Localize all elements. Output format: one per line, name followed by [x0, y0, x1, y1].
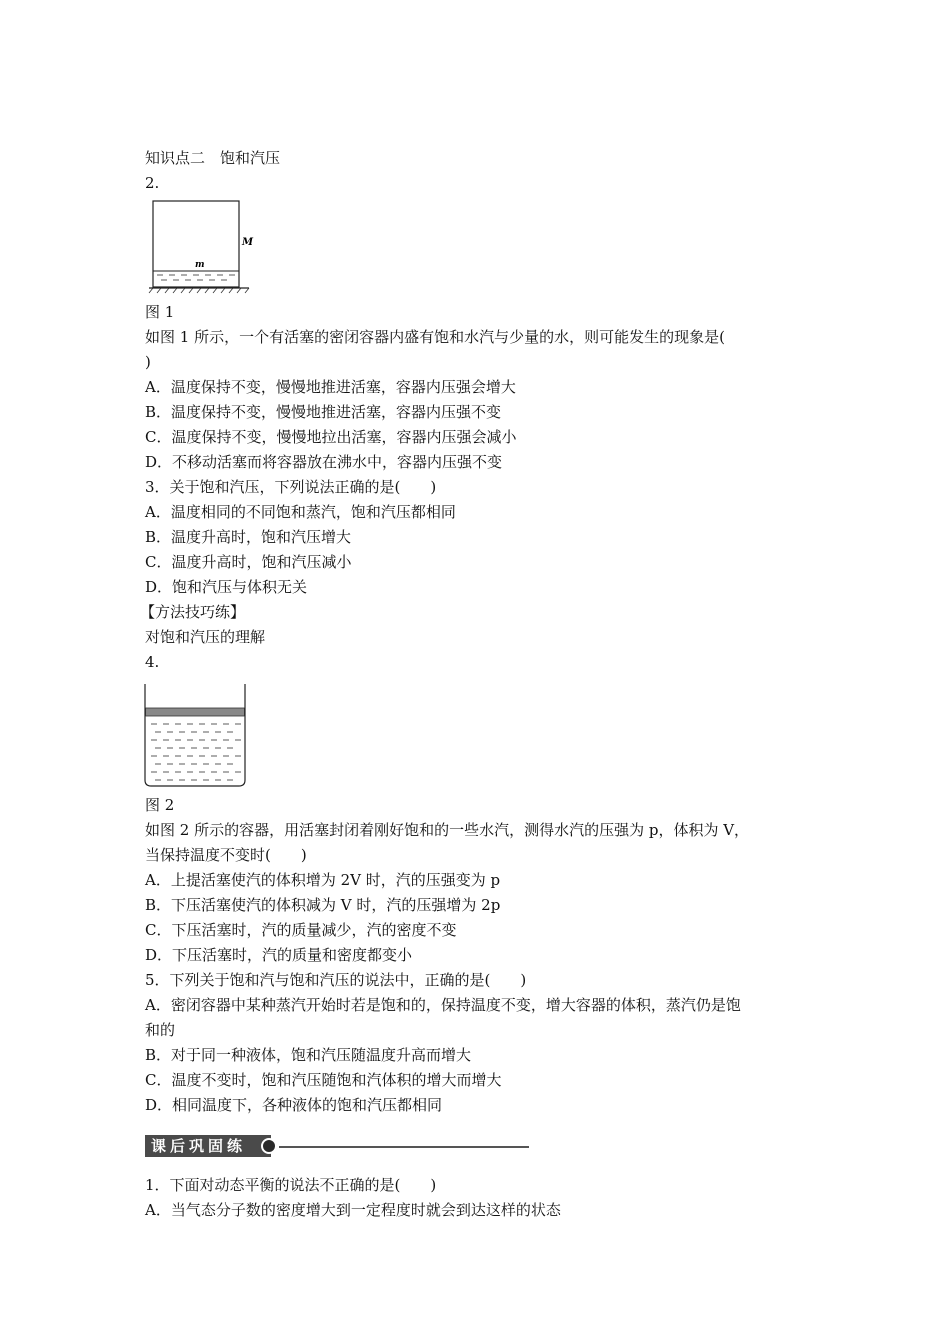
section-banner: [145, 1133, 530, 1159]
question-3-option-a: A．温度相同的不同饱和蒸汽，饱和汽压都相同: [145, 503, 456, 521]
question-5-option-a-cont: 和的: [145, 1021, 176, 1039]
figure-2-caption: 图 2: [145, 796, 175, 814]
question-3-stem: 3．关于饱和汽压，下列说法正确的是( ): [145, 478, 437, 496]
question-3-option-c: C．温度升高时，饱和汽压减小: [145, 553, 352, 571]
figure-1-caption: 图 1: [145, 303, 175, 321]
after-question-1-stem: 1．下面对动态平衡的说法不正确的是( ): [145, 1176, 437, 1194]
figure-1-label-M: M: [242, 237, 254, 248]
question-2-option-c: C．温度保持不变，慢慢地拉出活塞，容器内压强会减小: [145, 428, 517, 446]
question-2-option-d: D．不移动活塞而将容器放在沸水中，容器内压强不变: [145, 453, 503, 471]
question-3-option-b: B．温度升高时，饱和汽压增大: [145, 528, 352, 546]
question-2-option-b: B．温度保持不变，慢慢地推进活塞，容器内压强不变: [145, 403, 502, 421]
question-5-option-b: B．对于同一种液体，饱和汽压随温度升高而增大: [145, 1046, 472, 1064]
question-4-number: 4.: [145, 653, 160, 671]
question-4-option-b: B．下压活塞使汽的体积减为 V 时，汽的压强增为 2p: [145, 896, 501, 914]
question-2-option-a: A．温度保持不变，慢慢地推进活塞，容器内压强会增大: [145, 378, 516, 396]
banner-dot-icon: [261, 1138, 277, 1154]
question-2-stem-end: ): [145, 353, 151, 371]
question-5-option-d: D．相同温度下，各种液体的饱和汽压都相同: [145, 1096, 443, 1114]
method-subheading: 对饱和汽压的理解: [145, 628, 266, 646]
figure-1-label-m: m: [195, 260, 205, 270]
question-2-stem: 如图 1 所示，一个有活塞的密闭容器内盛有饱和水汽与少量的水，则可能发生的现象是(: [145, 328, 725, 346]
question-3-option-d: D．饱和汽压与体积无关: [145, 578, 308, 596]
figure-2-container: [143, 680, 249, 792]
question-5-option-a: A．密闭容器中某种蒸汽开始时若是饱和的，保持温度不变，增大容器的体积，蒸汽仍是饱: [145, 996, 741, 1014]
section-title: 知识点二 饱和汽压: [145, 149, 281, 167]
question-4-stem: 如图 2 所示的容器，用活塞封闭着刚好饱和的一些水汽，测得水汽的压强为 p，体积为 V，: [145, 821, 750, 839]
banner-rule: [279, 1146, 529, 1148]
question-4-option-a: A．上提活塞使汽的体积增为 2V 时，汽的压强变为 p: [145, 871, 501, 889]
question-2-number: 2.: [145, 174, 160, 192]
after-question-1-option-a: A．当气态分子数的密度增大到一定程度时就会到达这样的状态: [145, 1201, 561, 1219]
question-4-option-c: C．下压活塞时，汽的质量减少，汽的密度不变: [145, 921, 457, 939]
question-4-option-d: D．下压活塞时，汽的质量和密度都变小: [145, 946, 413, 964]
question-5-stem: 5．下列关于饱和汽与饱和汽压的说法中，正确的是( ): [145, 971, 527, 989]
method-heading: 【方法技巧练】: [140, 603, 246, 621]
question-5-option-c: C．温度不变时，饱和汽压随饱和汽体积的增大而增大: [145, 1071, 502, 1089]
question-4-stem-cont: 当保持温度不变时( ): [145, 846, 307, 864]
section-banner-label: 课后巩固练: [145, 1135, 271, 1157]
figure-1-container: [145, 195, 265, 297]
